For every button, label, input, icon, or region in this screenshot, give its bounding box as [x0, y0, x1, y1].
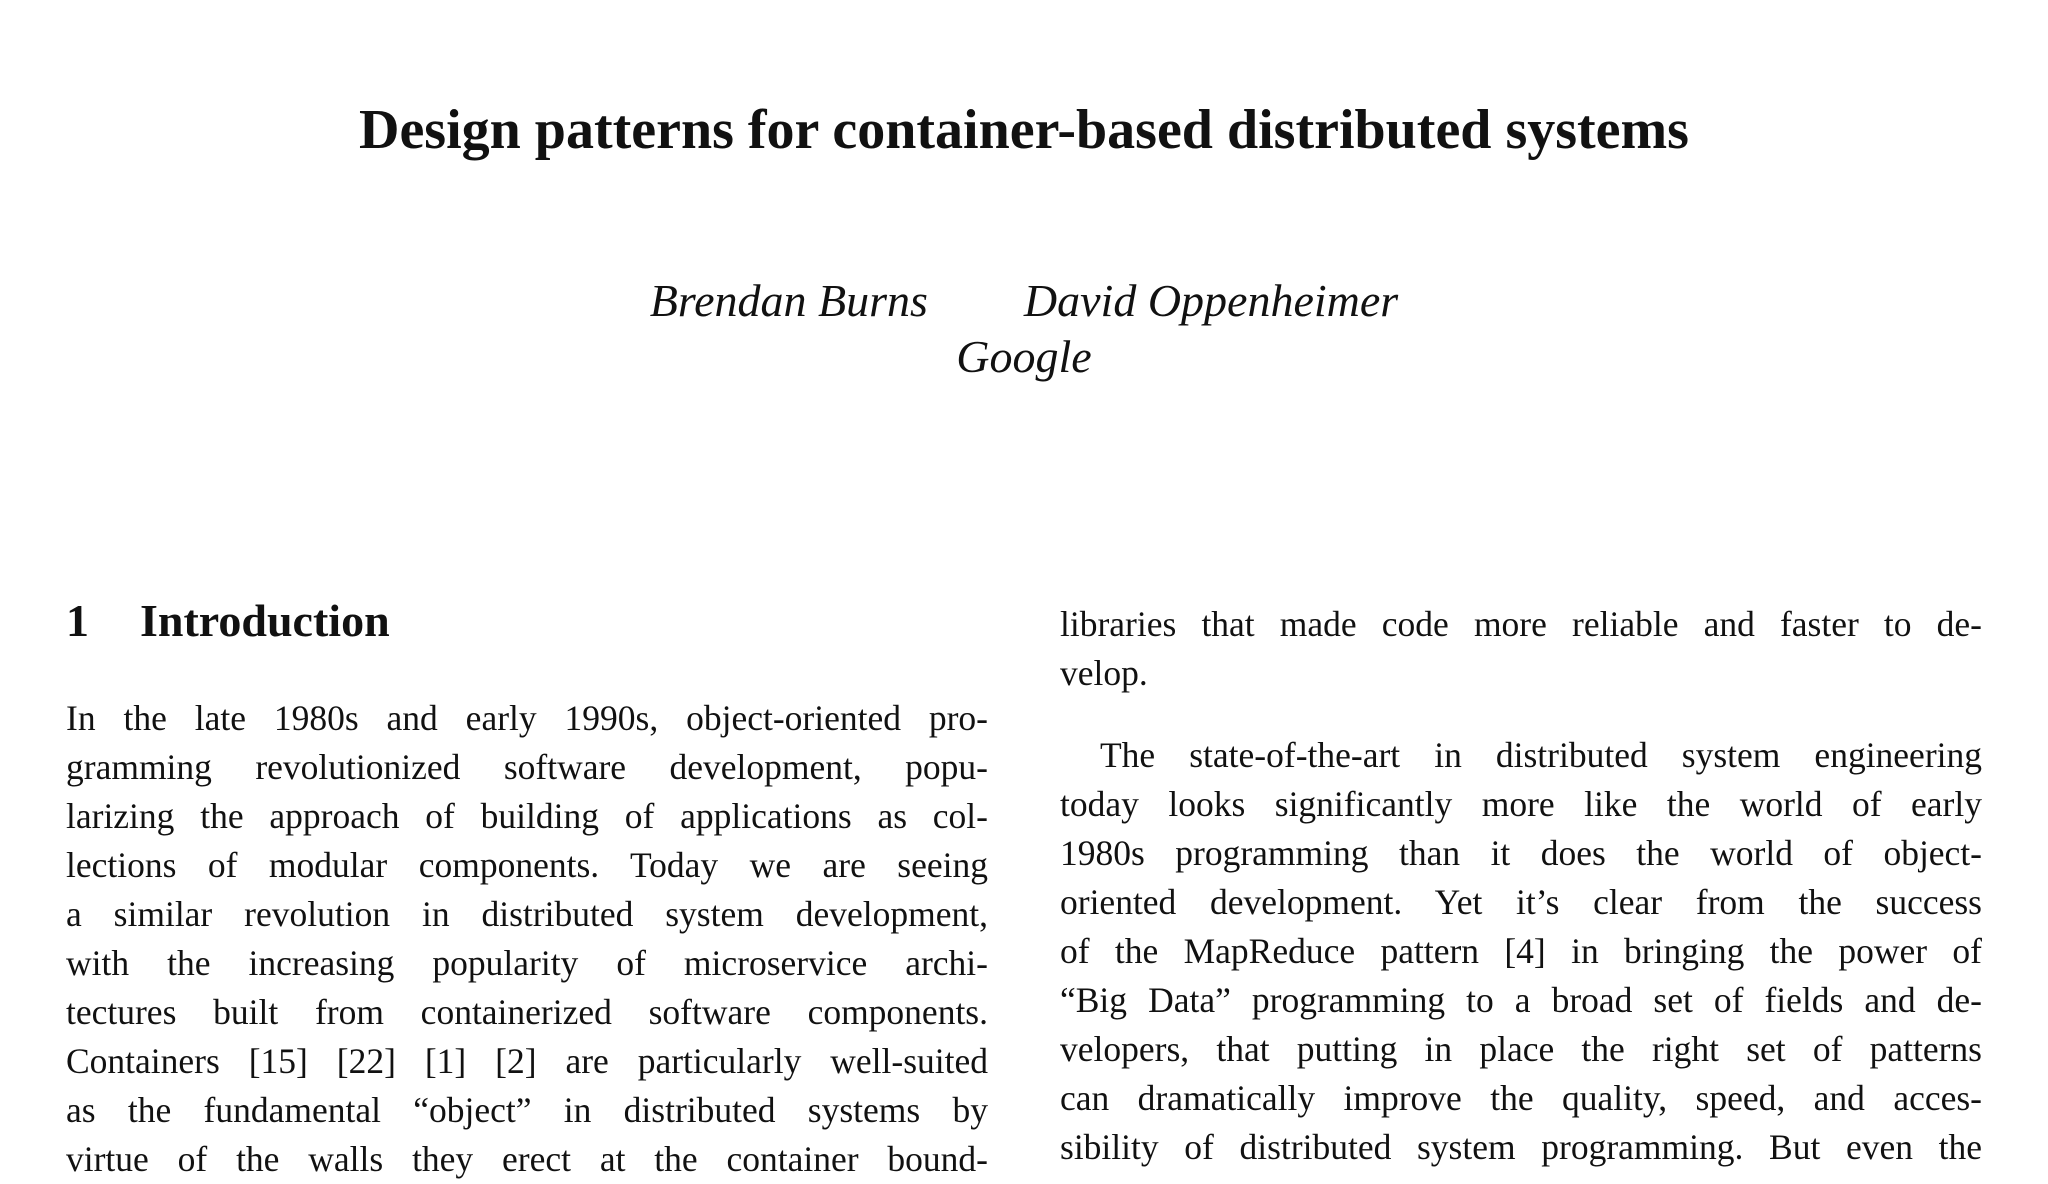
state-of-the-art-paragraph [1060, 731, 1982, 1172]
text-line: sibility of distributed system programming. But even the [1060, 1127, 1982, 1167]
section-heading [66, 592, 390, 650]
text-line: 1980s programming than it does the world of object- [1060, 833, 1982, 873]
right-column [1060, 0, 1982, 1167]
author-name: David Oppenheimer [1023, 275, 1399, 326]
section-title: Introduction [140, 595, 390, 646]
intro-paragraph [66, 694, 988, 1184]
left-column [66, 0, 988, 1179]
text-line: Containers [15] [22] [1] [2] are particularly well-suited [66, 1041, 988, 1081]
author-name: Brendan Burns [649, 275, 928, 326]
text-line: virtue of the walls they erect at the container bound- [66, 1139, 988, 1179]
text-line: of the MapReduce pattern [4] in bringing the power of [1060, 931, 1982, 971]
text-line: larizing the approach of building of applications as col- [66, 796, 988, 836]
text-line: oriented development. Yet it’s clear from the success [1060, 882, 1982, 922]
paper-title: Design patterns for container-based distributed systems [359, 99, 1689, 161]
text-line: today looks significantly more like the world of early [1060, 784, 1982, 824]
text-line: as the fundamental “object” in distributed systems by [66, 1090, 988, 1130]
text-line: can dramatically improve the quality, speed, and acces- [1060, 1078, 1982, 1118]
text-line: libraries that made code more reliable and faster to de- [1060, 604, 1982, 644]
text-line: lections of modular components. Today we are seeing [66, 845, 988, 885]
libraries-paragraph-end [1060, 600, 1982, 698]
text-line: with the increasing popularity of microservice archi- [66, 943, 988, 983]
text-line: a similar revolution in distributed system development, [66, 894, 988, 934]
text-line: “Big Data” programming to a broad set of fields and de- [1060, 980, 1982, 1020]
text-line: velopers, that putting in place the right set of patterns [1060, 1029, 1982, 1069]
text-line: velop. [1060, 653, 1148, 693]
text-line: The state-of-the-art in distributed system engineering [1100, 735, 1982, 775]
section-number: 1 [66, 595, 89, 646]
text-line: tectures built from containerized software components. [66, 992, 988, 1032]
author-affiliation: Google [956, 331, 1092, 382]
text-line: gramming revolutionized software development, popu- [66, 747, 988, 787]
text-line: In the late 1980s and early 1990s, object-oriented pro- [66, 698, 988, 738]
